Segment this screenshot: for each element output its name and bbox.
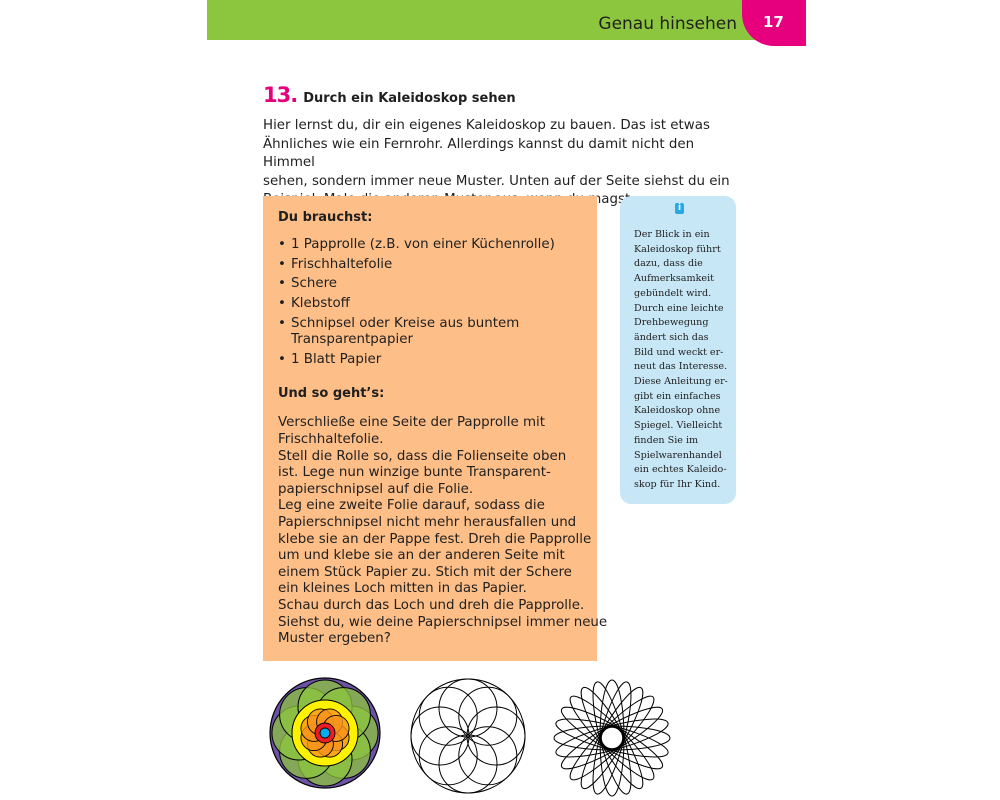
pattern-petal xyxy=(307,709,333,735)
pattern-petal xyxy=(324,706,378,760)
instruction-line: klebe sie an der Pappe fest. Dreh die Papprolle xyxy=(278,531,592,547)
pattern-center xyxy=(601,727,623,749)
pattern-petal xyxy=(280,724,334,778)
materials-item: • 1 Papprolle (z.B. von einer Küchenrolle) xyxy=(278,237,593,254)
info-icon: i xyxy=(675,203,684,214)
pattern-ring xyxy=(292,700,358,766)
info-line: Kaleidoskop ohne xyxy=(634,405,721,417)
instruction-line: Leg eine zweite Folie darauf, sodass die xyxy=(278,498,545,514)
pattern-petal xyxy=(317,731,343,757)
pattern-petal xyxy=(301,715,327,741)
info-line: gebündelt wird. xyxy=(634,287,712,299)
kaleidoscope-colored-icon xyxy=(270,678,380,788)
pattern-petal xyxy=(419,687,477,745)
pattern-ring xyxy=(411,679,525,793)
pattern-petal xyxy=(280,688,334,742)
instruction-line: einem Stück Papier zu. Stich mit der Schere xyxy=(278,564,572,580)
pattern-petal xyxy=(316,724,370,778)
pattern-petal xyxy=(323,715,349,741)
materials-item: • Schnipsel oder Kreise aus buntem Transparentpapier xyxy=(278,316,593,349)
activity-title: Durch ein Kaleidoskop sehen xyxy=(303,91,516,106)
pattern-ray xyxy=(554,726,670,750)
pattern-ray xyxy=(585,679,638,797)
pattern-center xyxy=(320,728,330,738)
intro-line: magst. xyxy=(588,192,635,207)
kaleidoscope-outline-icon xyxy=(411,679,525,793)
info-line: neut das Interesse. xyxy=(634,361,728,373)
instructions-text xyxy=(278,415,608,647)
info-line: Spiegel. Vielleicht xyxy=(634,420,723,432)
intro-line: Hier lernst du, dir ein eigenes Kaleidoskop zu bauen. Das ist etwas xyxy=(263,118,710,133)
header-bar xyxy=(207,0,792,40)
materials-item: • Frischhaltefolie xyxy=(278,257,593,274)
instruction-line: Schau durch das Loch und dreh die Papprolle. xyxy=(278,597,585,613)
info-line: Der Blick in ein xyxy=(634,229,710,240)
pattern-ray xyxy=(556,699,668,778)
instruction-line: Stell die Rolle so, dass die Folienseite oben xyxy=(278,448,567,464)
intro-line: Ähnliches wie ein Fernrohr. Allerdings kannst du damit nicht den Himmel xyxy=(263,136,695,170)
instruction-line: Muster ergeben? xyxy=(278,631,391,647)
pattern-ray xyxy=(573,682,652,794)
pattern-ray xyxy=(553,711,671,764)
pattern-petal xyxy=(298,680,352,734)
instruction-line: Frischhaltefolie. xyxy=(278,432,384,448)
page-number: 17 xyxy=(763,13,784,31)
activity-heading xyxy=(263,83,516,107)
pattern-ray xyxy=(556,699,668,778)
materials-heading: Du brauchst: xyxy=(278,210,373,225)
materials-item: • 1 Blatt Papier xyxy=(278,352,593,369)
instruction-line: Verschließe eine Seite der Papprolle mit xyxy=(278,415,545,431)
info-line: Durch eine leichte xyxy=(634,302,724,314)
materials-list xyxy=(278,237,593,368)
intro-line: sehen, sondern immer neue Muster. Unten auf der Seite siehst du ein xyxy=(263,173,730,189)
instruction-line: ist. Lege nun winzige bunte Transparent- xyxy=(278,465,551,481)
info-line: dazu, dass die xyxy=(634,258,703,270)
info-line: Drehbewegung xyxy=(634,317,709,329)
instruction-line: Papierschnipsel nicht mehr herausfallen und xyxy=(278,515,577,530)
materials-box xyxy=(263,196,608,661)
info-line: Spielwarenhandel xyxy=(634,449,722,461)
instruction-line: Siehst du, wie deine Papierschnipsel immer neue xyxy=(278,614,608,630)
info-line: gibt ein einfaches xyxy=(634,390,721,402)
pattern-petal xyxy=(459,687,517,745)
pattern-petal xyxy=(411,707,469,765)
pattern-ray xyxy=(553,711,671,764)
info-line: Bild und weckt er- xyxy=(634,346,724,358)
pattern-petal xyxy=(272,706,326,760)
pattern-ray xyxy=(585,679,638,797)
pattern-petal xyxy=(467,707,525,765)
parent-info-text xyxy=(634,228,734,493)
pattern-ray xyxy=(563,689,662,788)
pattern-ray xyxy=(563,689,662,788)
kaleidoscope-star-icon xyxy=(553,679,671,797)
section-title: Genau hinsehen xyxy=(598,14,737,34)
info-line: Aufmerksamkeit xyxy=(634,273,714,285)
info-line: skop für Ihr Kind. xyxy=(634,478,721,490)
activity-number: 13. xyxy=(263,83,298,107)
instructions-heading: Und so geht’s: xyxy=(278,386,385,402)
pattern-petal xyxy=(439,679,497,737)
info-line: finden Sie im xyxy=(634,434,699,446)
pattern-petal xyxy=(419,727,477,785)
pattern-petal xyxy=(316,688,370,742)
pattern-petal xyxy=(323,725,349,751)
pattern-petal xyxy=(459,727,517,785)
info-line: Kaleidoskop führt xyxy=(634,243,721,255)
info-line: ein echtes Kaleido- xyxy=(634,464,727,476)
materials-item: • Klebstoff xyxy=(278,296,593,313)
pattern-ray xyxy=(573,682,652,794)
pattern-petal xyxy=(298,732,352,786)
instruction-line: um und klebe sie an der anderen Seite mit xyxy=(278,548,565,564)
instruction-line: ein kleines Loch mitten in das Papier. xyxy=(278,581,527,597)
info-line: Diese Anleitung er- xyxy=(634,376,728,388)
pattern-petal xyxy=(301,725,327,751)
pattern-ring xyxy=(270,678,380,788)
instruction-line: papierschnipsel auf die Folie. xyxy=(278,481,474,497)
materials-item: • Schere xyxy=(278,276,593,293)
pattern-center xyxy=(315,723,335,743)
info-line: ändert sich das xyxy=(634,331,709,343)
pattern-petal xyxy=(307,731,333,757)
pattern-petal xyxy=(317,709,343,735)
pattern-ray xyxy=(600,680,624,796)
pattern-petal xyxy=(439,735,497,793)
